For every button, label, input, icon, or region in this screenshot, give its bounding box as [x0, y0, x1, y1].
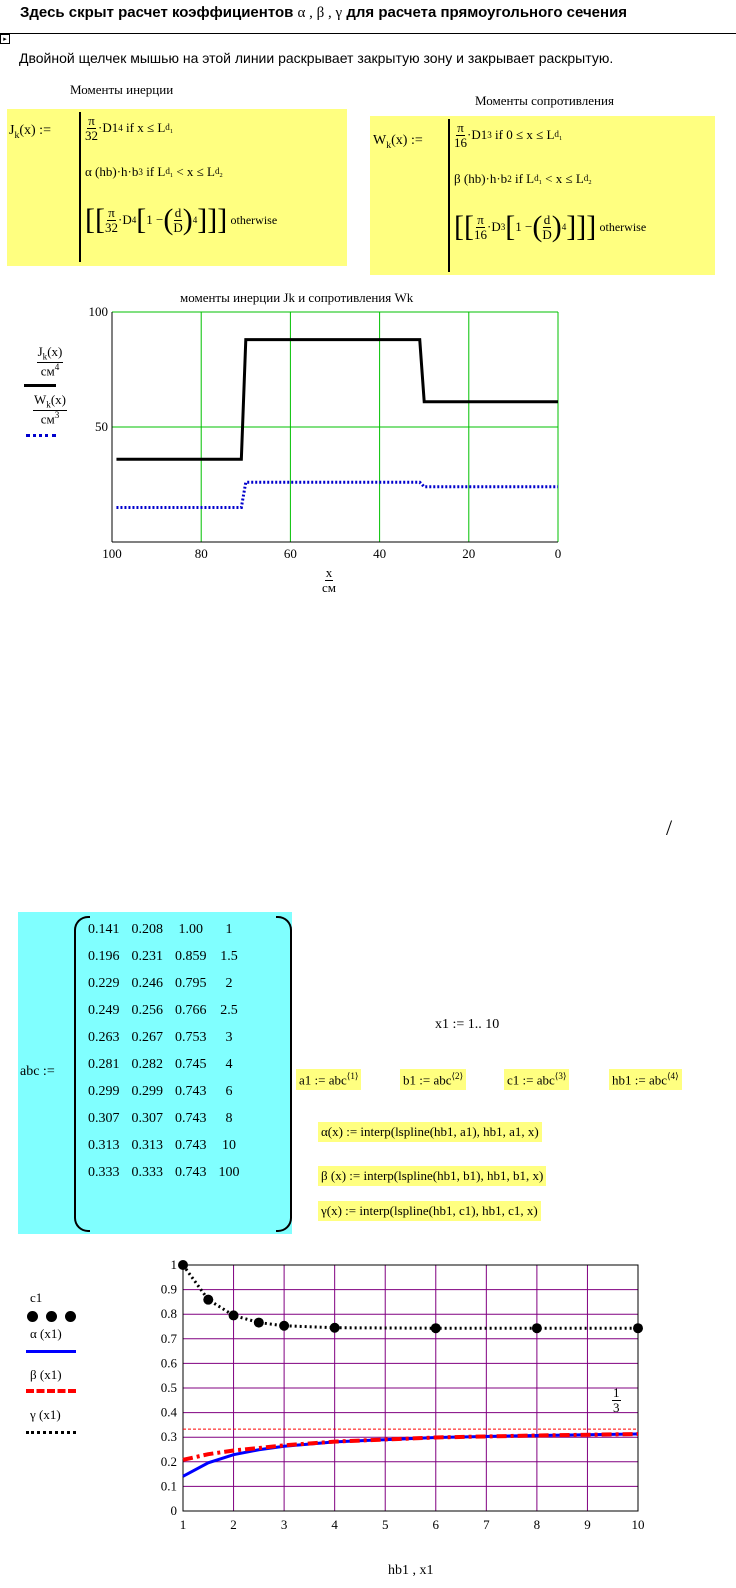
collapse-toggle-icon[interactable]: ▸	[0, 34, 10, 44]
chart1-ytick: 100	[88, 304, 108, 319]
matrix-cell: 0.766	[175, 1002, 207, 1018]
beta-definition[interactable]: β (x) := interp(lspline(hb1, b1), hb1, b1, x)	[318, 1166, 546, 1186]
matrix-row	[82, 997, 246, 1024]
matrix-right-paren	[276, 916, 292, 1232]
resistance-definition[interactable]	[370, 116, 715, 275]
chart2-series-1	[183, 1265, 638, 1328]
matrix-cell: 0.745	[175, 1056, 207, 1072]
chart1-xtick: 20	[462, 546, 476, 561]
chart2-xtick: 4	[331, 1517, 338, 1532]
matrix-cell: 0.282	[131, 1056, 163, 1072]
header-greek: α , β , γ	[297, 5, 343, 21]
resistance-lhs: $W_k(x)$ :=	[373, 133, 423, 151]
matrix-cell: 1	[225, 921, 233, 937]
matrix-cell: 0.231	[131, 948, 163, 964]
legend-label-alpha: α (x1)	[30, 1326, 62, 1341]
matrix-cell: 6	[225, 1083, 233, 1099]
hb1-definition[interactable]: hb1 := abc$^{⟨4⟩}$	[609, 1069, 682, 1090]
matrix-cell: 3	[225, 1029, 233, 1045]
matrix-cell: 2.5	[220, 1002, 238, 1018]
matrix-row	[82, 916, 246, 943]
matrix-cell: 0.267	[131, 1029, 163, 1045]
matrix-cell: 0.249	[88, 1002, 120, 1018]
chart1-xtick: 80	[194, 546, 208, 561]
matrix-cell: 0.795	[175, 975, 207, 991]
chart1-series-0	[116, 340, 558, 460]
resistance-case-1: $\frac{\pi}{16}$ ·D1 3 if 0 ≤ x ≤ L $d_1$	[454, 119, 563, 150]
chart2-ytick: 0.3	[160, 1429, 177, 1445]
legend-swatch-beta	[26, 1389, 76, 1393]
range-definition: x1 := 1.. 10	[435, 1017, 500, 1032]
matrix-row	[82, 1024, 246, 1051]
matrix-cell: 8	[225, 1110, 233, 1126]
inertia-case-3: [[ $\frac{\pi}{32}$ ·D 4 [ 1 − ( $\frac{d}{D}$ ) 4 ]]] otherwise	[85, 203, 278, 236]
matrix-cell: 0.753	[175, 1029, 207, 1045]
resistance-case-2: β (hb)·h·b 2 if L $d_1$ < x ≤ L $d_2$	[454, 171, 592, 186]
chart2-ytick: 0.8	[160, 1306, 177, 1322]
inertia-lhs: $J_k(x)$ :=	[9, 123, 51, 141]
chart2-series-2	[183, 1434, 638, 1476]
section-header[interactable]	[20, 4, 627, 22]
alpha-definition[interactable]: α(x) := interp(lspline(hb1, a1), hb1, a1, x)	[318, 1122, 542, 1142]
chart2-xlabel: hb1 , x1	[388, 1563, 434, 1578]
chart1-legend	[22, 345, 78, 437]
matrix-cell: 0.299	[131, 1083, 163, 1099]
matrix-cell: 0.256	[131, 1002, 163, 1018]
chart2-point-c1	[633, 1323, 643, 1333]
chart1-xtick: 0	[554, 546, 562, 561]
matrix-cell: 1.5	[220, 948, 238, 964]
chart2-xtick: 2	[230, 1517, 237, 1532]
chart2-ytick: 0.2	[160, 1453, 177, 1469]
legend-swatch-c1	[22, 1306, 142, 1326]
matrix-cell: 4	[225, 1056, 233, 1072]
matrix-cell: 0.196	[88, 948, 120, 964]
matrix-row	[82, 1132, 246, 1159]
piecewise-brace-2	[448, 119, 450, 272]
matrix-row	[82, 1078, 246, 1105]
stray-mark: /	[666, 815, 673, 840]
inertia-cases	[85, 113, 277, 243]
chart1-ylabel-wk: $\frac{W_k(x)}{см^3}$	[34, 392, 66, 427]
matrix-row	[82, 1051, 246, 1078]
resistance-caption: Моменты сопротивления	[475, 93, 614, 108]
chart1-xlabel: $\frac{x}{см}$	[322, 565, 336, 595]
matrix-cell: 0.859	[175, 948, 207, 964]
chart1-title: моменты инерции Jk и сопротивления Wk	[180, 290, 414, 305]
inertia-definition[interactable]	[7, 109, 347, 266]
chart2-ytick: 0.1	[160, 1478, 177, 1494]
a1-definition[interactable]: a1 := abc$^{⟨1⟩}$	[296, 1069, 361, 1090]
matrix-cell: 0.281	[88, 1056, 120, 1072]
matrix-cell: 0.313	[131, 1137, 163, 1153]
resistance-case-3: [[ $\frac{\pi}{16}$ ·D 3 [ 1 − ( $\frac{d}{D}$ ) 4 ]]] otherwise	[454, 210, 647, 243]
chart2-plot[interactable]	[145, 1255, 665, 1543]
matrix-cell: 0.333	[131, 1164, 163, 1180]
chart2-xtick: 1	[179, 1517, 187, 1532]
matrix-cell: 0.141	[88, 921, 120, 937]
chart2-point-c1	[203, 1295, 213, 1305]
chart2-xtick: 9	[584, 1517, 591, 1532]
legend-label-gamma: γ (x1)	[30, 1407, 61, 1422]
chart1-ylabel-jk: $\frac{J_k(x)}{см^4}$	[37, 344, 63, 379]
piecewise-brace	[79, 112, 81, 262]
chart2-xtick: 8	[533, 1517, 541, 1532]
matrix-cell: 10	[222, 1137, 236, 1153]
matrix-row	[82, 1159, 246, 1186]
chart2-ytick: 0.7	[160, 1330, 177, 1346]
resistance-cases	[454, 120, 646, 250]
chart2-xtick: 5	[381, 1517, 389, 1532]
chart2-ytick: 0.4	[160, 1404, 177, 1420]
chart2-xtick: 3	[280, 1517, 288, 1532]
region-divider	[0, 33, 736, 34]
chart1-xtick: 60	[283, 546, 297, 561]
matrix-cell: 0.246	[131, 975, 163, 991]
matrix-cell: 2	[225, 975, 233, 991]
matrix-row	[82, 970, 246, 997]
matrix-cell: 0.307	[88, 1110, 120, 1126]
abc-definition[interactable]	[18, 912, 292, 1234]
legend-label-beta: β (x1)	[30, 1367, 62, 1382]
abc-matrix	[82, 916, 246, 1186]
matrix-cell: 0.299	[88, 1083, 120, 1099]
matrix-cell: 1.00	[178, 921, 203, 937]
chart2-xtick: 10	[631, 1517, 645, 1532]
header-title-part2: для расчета прямоугольного сечения	[346, 4, 628, 21]
chart2-ytick: 0.6	[160, 1355, 177, 1371]
chart2-legend	[22, 1290, 142, 1434]
chart1-series-1	[116, 482, 558, 507]
c1-definition[interactable]: c1 := abc$^{⟨3⟩}$	[504, 1069, 569, 1090]
matrix-cell: 0.229	[88, 975, 120, 991]
chart1-ytick: 50	[95, 419, 108, 434]
abc-lhs: abc :=	[20, 1064, 55, 1079]
chart2-ytick: 0.9	[160, 1281, 177, 1297]
header-title-part1: Здесь скрыт расчет коэффициентов	[20, 4, 294, 21]
matrix-row	[82, 1105, 246, 1132]
chart1-xtick: 100	[102, 546, 122, 561]
chart2-ytick: 1	[170, 1257, 177, 1272]
chart2-ytick: 0	[170, 1503, 177, 1518]
matrix-cell: 0.333	[88, 1164, 120, 1180]
chart1-plot[interactable]	[75, 300, 585, 570]
matrix-cell: 0.743	[175, 1083, 207, 1099]
legend-swatch-jk	[24, 384, 56, 387]
legend-label-c1: c1	[30, 1290, 43, 1305]
region-note: Двойной щелчек мышью на этой линии раскрывает закрытую зону и закрывает раскрытую.	[19, 50, 614, 66]
legend-swatch-gamma	[26, 1431, 76, 1434]
gamma-definition[interactable]: γ(x) := interp(lspline(hb1, c1), hb1, c1, x)	[318, 1201, 541, 1221]
chart1-xtick: 40	[373, 546, 387, 561]
matrix-cell: 0.263	[88, 1029, 120, 1045]
third-marker-label: $\frac{1}{3}$	[613, 1385, 620, 1415]
chart2-xtick: 6	[432, 1517, 440, 1532]
matrix-cell: 0.743	[175, 1110, 207, 1126]
matrix-cell: 0.307	[131, 1110, 163, 1126]
matrix-cell: 100	[218, 1164, 240, 1180]
matrix-row	[82, 943, 246, 970]
matrix-cell: 0.313	[88, 1137, 120, 1153]
matrix-cell: 0.208	[131, 921, 163, 937]
matrix-cell: 0.743	[175, 1164, 207, 1180]
chart2-ytick: 0.5	[160, 1380, 177, 1395]
inertia-caption: Моменты инерции	[70, 82, 174, 97]
chart2-xtick: 7	[483, 1517, 490, 1532]
inertia-case-1: $\frac{\pi}{32}$ ·D1 4 if x ≤ L $d_1$	[85, 112, 174, 143]
legend-swatch-alpha	[26, 1350, 76, 1353]
legend-swatch-wk	[26, 434, 56, 437]
matrix-cell: 0.743	[175, 1137, 207, 1153]
b1-definition[interactable]: b1 := abc$^{⟨2⟩}$	[400, 1069, 466, 1090]
inertia-case-2: α (hb)·h·b 3 if L $d_1$ < x ≤ L $d_2$	[85, 164, 223, 179]
